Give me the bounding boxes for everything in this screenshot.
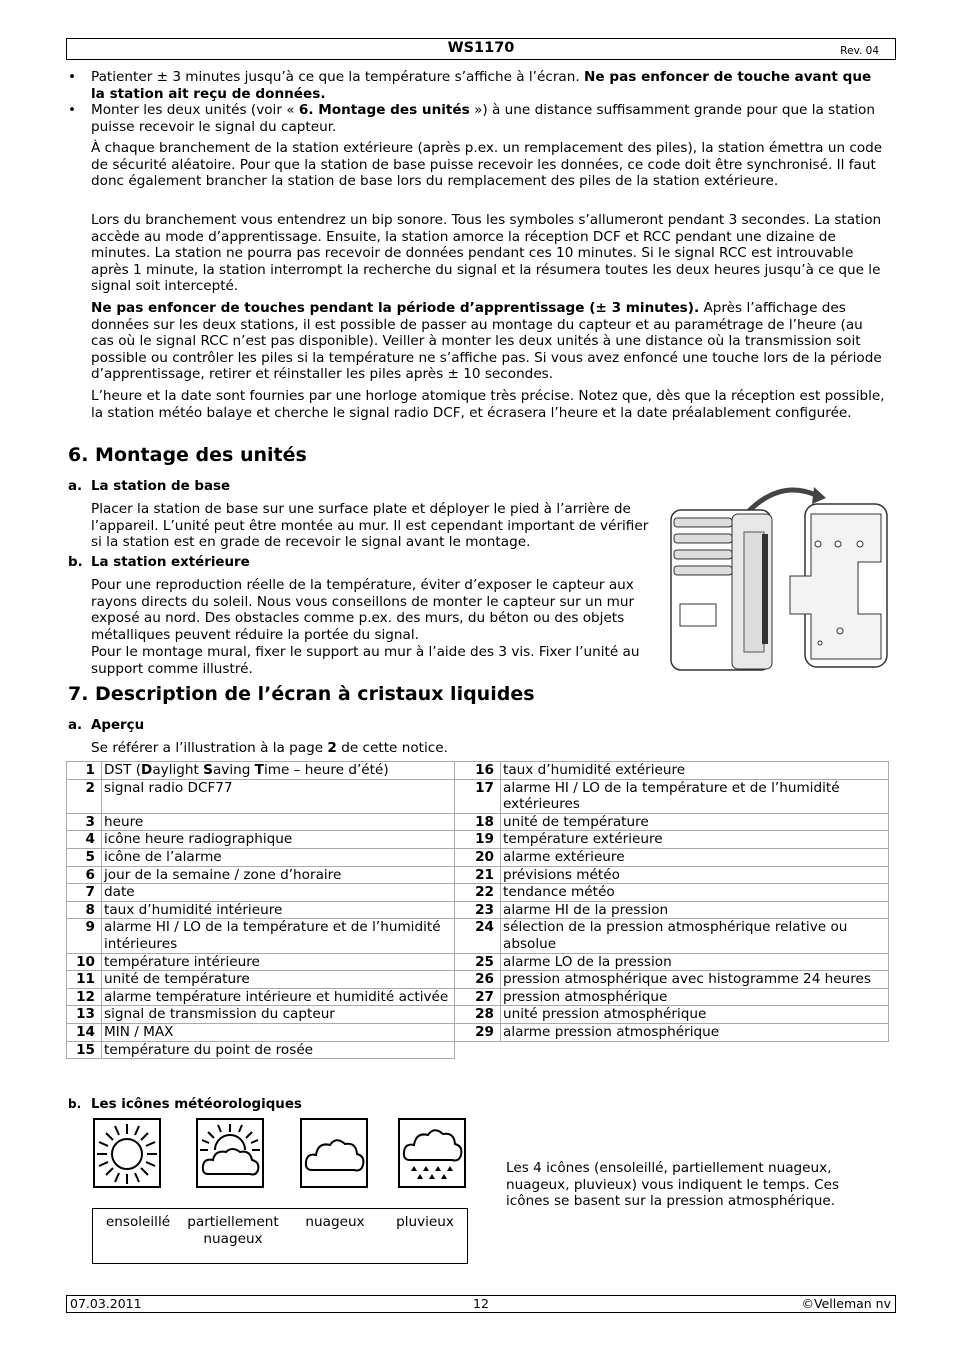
legend-number: 21 — [455, 866, 501, 884]
table-row — [67, 1041, 889, 1059]
legend-number: 8 — [67, 901, 102, 919]
lcd-legend-table — [66, 761, 889, 1059]
footer-date: 07.03.2011 — [70, 1296, 142, 1311]
document-title: WS1170 — [447, 40, 515, 56]
table-row — [67, 762, 889, 780]
legend-label: température extérieure — [501, 831, 889, 849]
legend-number: 17 — [455, 779, 501, 813]
legend-number: 24 — [455, 919, 501, 953]
rain-icon — [398, 1118, 466, 1188]
legend-number: 3 — [67, 813, 102, 831]
subsection-heading: b. La station extérieure — [68, 555, 250, 570]
legend-number: 5 — [67, 848, 102, 866]
table-row — [67, 988, 889, 1006]
legend-label: tendance météo — [501, 884, 889, 902]
subsection-heading: a. La station de base — [68, 479, 231, 494]
bullet-dot: • — [68, 102, 77, 118]
section-heading: 6. Montage des unités — [68, 444, 307, 466]
legend-label: alarme extérieure — [501, 848, 889, 866]
bullet-item: Patienter ± 3 minutes jusqu’à ce que la température s’affiche à l’écran. Ne pas enfoncer de touche avant que la station ait reçu de données. — [91, 69, 872, 102]
caption-sunny: ensoleillé — [105, 1214, 171, 1230]
table-row — [67, 971, 889, 989]
legend-number: 13 — [67, 1006, 102, 1024]
table-row — [67, 848, 889, 866]
mounting-illustration — [668, 484, 890, 672]
legend-label: prévisions météo — [501, 866, 889, 884]
legend-number: 1 — [67, 762, 102, 780]
legend-number: 2 — [67, 779, 102, 813]
legend-label: alarme HI de la pression — [501, 901, 889, 919]
legend-label: date — [102, 884, 455, 902]
legend-label: température intérieure — [102, 953, 455, 971]
legend-number: 18 — [455, 813, 501, 831]
legend-number: 23 — [455, 901, 501, 919]
legend-number: 29 — [455, 1023, 501, 1041]
paragraph: Placer la station de base sur une surface plate et déployer le pied à l’arrière de l’appareil. L’unité peut être montée au mur. Il est cependant important de vérifier si la station est en grade de recevoir le signal avant le montage. — [91, 501, 649, 551]
legend-label: icône de l’alarme — [102, 848, 455, 866]
sun-icon — [93, 1118, 161, 1188]
legend-label: température du point de rosée — [102, 1041, 455, 1059]
legend-number: 6 — [67, 866, 102, 884]
legend-number: 14 — [67, 1023, 102, 1041]
legend-label: icône heure radiographique — [102, 831, 455, 849]
caption-rainy: pluvieux — [396, 1214, 454, 1230]
legend-number: 20 — [455, 848, 501, 866]
legend-label: DST (Daylight Saving Time – heure d’été) — [102, 762, 455, 780]
footer-copyright: ©Velleman nv — [801, 1296, 891, 1311]
legend-label: alarme LO de la pression — [501, 953, 889, 971]
legend-label: pression atmosphérique — [501, 988, 889, 1006]
legend-label — [501, 1041, 889, 1059]
table-row — [67, 953, 889, 971]
cloud-icon — [300, 1118, 368, 1188]
legend-number: 25 — [455, 953, 501, 971]
legend-label: signal de transmission du capteur — [102, 1006, 455, 1024]
paragraph: Pour une reproduction réelle de la température, éviter d’exposer le capteur aux rayons directs du soleil. Nous vous conseillons de monter le capteur sur un mur exposé au nord. Des obstacles comme p.ex. des murs, du béton ou des objets métalliques peuvent réduire la portée du signal. — [91, 577, 635, 643]
table-row — [67, 813, 889, 831]
legend-number: 10 — [67, 953, 102, 971]
legend-number: 15 — [67, 1041, 102, 1059]
legend-label: alarme pression atmosphérique — [501, 1023, 889, 1041]
section-heading: 7. Description de l’écran à cristaux liquides — [68, 683, 535, 705]
table-row — [67, 866, 889, 884]
page-number: 12 — [473, 1296, 489, 1311]
legend-number: 19 — [455, 831, 501, 849]
legend-label: unité de température — [102, 971, 455, 989]
table-row — [67, 884, 889, 902]
legend-label: heure — [102, 813, 455, 831]
table-row — [67, 919, 889, 953]
subsection-heading: b. Les icônes météorologiques — [68, 1097, 302, 1112]
legend-label: MIN / MAX — [102, 1023, 455, 1041]
legend-label: alarme HI / LO de la température et de l’humidité intérieures — [102, 919, 455, 953]
legend-number: 27 — [455, 988, 501, 1006]
legend-number: 9 — [67, 919, 102, 953]
legend-number: 4 — [67, 831, 102, 849]
paragraph: Ne pas enfoncer de touches pendant la période d’apprentissage (± 3 minutes). Après l’affichage des données sur les deux stations, il est possible de passer au montage du capteur et au paramétrage de l’heure (au cas où le signal RCC n’est pas disponible). Veiller à monter les deux unités à une distance où la transmission soit possible ou contrôler les piles si la température ne s’affiche pas. Si vous avez enfoncé une touche lors de la période d’apprentissage, retirer et réinstaller les piles après ± 10 secondes. — [91, 300, 882, 383]
legend-number: 16 — [455, 762, 501, 780]
legend-label: taux d’humidité extérieure — [501, 762, 889, 780]
legend-number — [455, 1041, 501, 1059]
table-row — [67, 779, 889, 813]
caption-partly-cloudy: partiellement nuageux — [187, 1214, 279, 1247]
legend-label: sélection de la pression atmosphérique relative ou absolue — [501, 919, 889, 953]
table-row — [67, 831, 889, 849]
legend-label: unité de température — [501, 813, 889, 831]
bullet-item: Monter les deux unités (voir « 6. Montage des unités ») à une distance suffisamment grande pour que la station puisse recevoir le signal du capteur. — [91, 102, 875, 135]
table-row — [67, 901, 889, 919]
paragraph: L’heure et la date sont fournies par une horloge atomique très précise. Notez que, dès que la réception est possible, la station météo balaye et cherche le signal radio DCF, et écrasera l’heure et la date préalablement configurée. — [91, 388, 885, 421]
legend-label: pression atmosphérique avec histogramme 24 heures — [501, 971, 889, 989]
paragraph: Pour le montage mural, fixer le support au mur à l’aide des 3 vis. Fixer l’unité au support comme illustré. — [91, 644, 640, 677]
bullet-dot: • — [68, 69, 77, 85]
partly-cloudy-icon — [196, 1118, 264, 1188]
weather-icon-captions — [92, 1208, 468, 1264]
caption-cloudy: nuageux — [305, 1214, 365, 1230]
page-footer — [66, 1295, 896, 1313]
paragraph: Se référer a l’illustration à la page 2 de cette notice. — [91, 740, 448, 756]
legend-label: alarme température intérieure et humidité activée — [102, 988, 455, 1006]
legend-number: 28 — [455, 1006, 501, 1024]
legend-number: 11 — [67, 971, 102, 989]
legend-label: signal radio DCF77 — [102, 779, 455, 813]
revision-label: Rev. 04 — [840, 45, 879, 57]
legend-number: 22 — [455, 884, 501, 902]
paragraph: À chaque branchement de la station extérieure (après p.ex. un remplacement des piles), la station émettra un code de sécurité aléatoire. Pour que la station de base puisse recevoir les données, ce code doit être synchronisé. Il faut donc également brancher la station de base lors du remplacement des piles de la station extérieure. — [91, 140, 883, 190]
paragraph: Lors du branchement vous entendrez un bip sonore. Tous les symboles s’allumeront pendant 3 secondes. La station accède au mode d’apprentissage. Ensuite, la station amorce la réception DCF et RCC pendant une dizaine de minutes. La station ne pourra pas recevoir de données pendant ces 10 minutes. Si le signal RCC est introuvable après 1 minute, la station interrompt la recherche du signal et la résumera toutes les deux heures jusqu’à ce que le signal soit intercepté. — [91, 212, 882, 295]
legend-label: unité pression atmosphérique — [501, 1006, 889, 1024]
table-row — [67, 1023, 889, 1041]
legend-number: 26 — [455, 971, 501, 989]
legend-label: jour de la semaine / zone d’horaire — [102, 866, 455, 884]
page-header — [66, 38, 896, 60]
table-row — [67, 1006, 889, 1024]
subsection-heading: a. Aperçu — [68, 718, 145, 733]
legend-label: alarme HI / LO de la température et de l’humidité extérieures — [501, 779, 889, 813]
legend-number: 12 — [67, 988, 102, 1006]
weather-icons-note: Les 4 icônes (ensoleillé, partiellement nuageux, nuageux, pluvieux) vous indiquent le temps. Ces icônes se basent sur la pression atmosphérique. — [506, 1160, 840, 1210]
legend-label: taux d’humidité intérieure — [102, 901, 455, 919]
legend-number: 7 — [67, 884, 102, 902]
